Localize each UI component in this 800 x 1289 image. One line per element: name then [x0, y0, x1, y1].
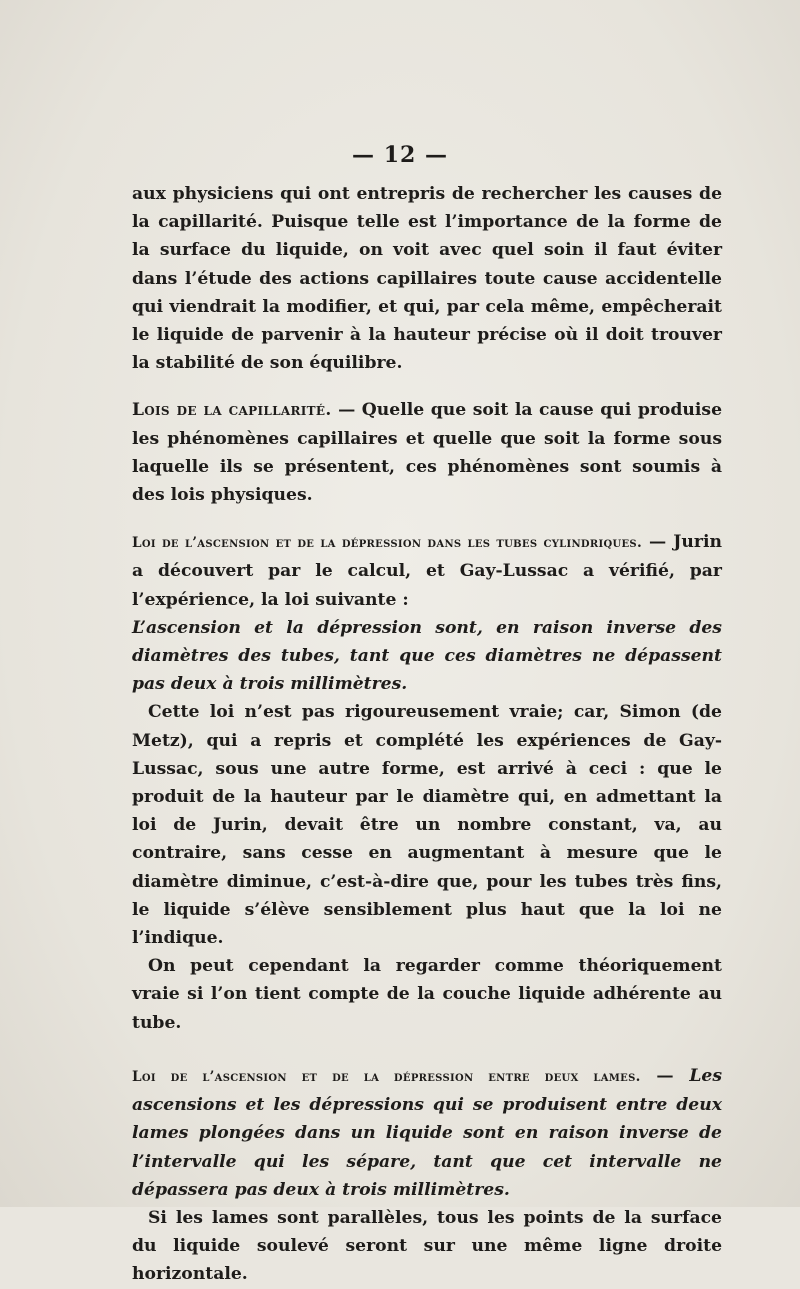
law-statement-tubes: L’ascension et la dépression sont, en raison inverse des diamètres des tubes, tant que ces diamètres ne dépassent pas deux à trois millimètres. — [132, 617, 722, 695]
section-loi-lames — [132, 1062, 722, 1204]
section-loi-tubes — [132, 528, 722, 614]
section-heading: Loi de l’ascension et de la dépression dans les tubes cylindriques. — [132, 535, 642, 552]
paragraph-adherent-layer: On peut cependant la regarder comme théoriquement vraie si l’on tient compte de la couche liquide adhérente au tube. — [132, 956, 722, 1033]
paragraph-simon-experiments: Cette loi n’est pas rigoureusement vraie; car, Simon (de Metz), qui a repris et complété les expériences de Gay-Lussac, sous une autre forme, est arrivé à ceci : que le produit de la hauteur par le diamètre qui, en admettant la loi de Jurin, devait être un nombre constant, va, au contraire, sans cesse en augmentant à mesure que le diamètre diminue, c’est-à-dire que, pour les tubes très fins, le liquide s’élève sensiblement plus haut que la loi ne l’indique. — [132, 702, 722, 949]
section-text: Jurin a découvert par le calcul, et Gay-Lussac a vérifié, par l’expérience, la loi suivante : — [132, 532, 722, 610]
page-number: — 12 — — [352, 142, 448, 168]
section-text: Quelle que soit la cause qui produise les phénomènes capillaires et quelle que soit la forme sous laquelle ils se présentent, ces phénomènes sont soumis à des lois physiques. — [132, 400, 723, 506]
paragraph-capillarity-form: aux physiciens qui ont entrepris de rechercher les causes de la capillarité. Puisque telle est l’importance de la forme de la surface du liquide, on voit avec quel soin il faut éviter dans l’étude des actions capillaires toute cause accidentelle qui viendrait la modifier, et qui, par cela même, empêcherait le liquide de parvenir à la hauteur précise où il doit trouver la stabilité de son équilibre. — [132, 184, 722, 374]
heading-dash: — — [641, 532, 674, 553]
section-heading: Loi de l’ascension et de la dépression entre deux lames. — [132, 1068, 641, 1085]
law-statement-lames: Les ascensions et les dépressions qui se produisent entre deux lames plongées dans un liquide sont en raison inverse de l’intervalle qui les sépare, tant que cet intervalle ne dépassera pas deux à trois millimètres. — [132, 1065, 723, 1200]
paragraph-parallel-plates: Si les lames sont parallèles, tous les points de la surface du liquide soulevé seront sur une même ligne droite horizontale. — [132, 1207, 722, 1285]
page-body — [132, 180, 722, 1289]
heading-dash: — — [640, 1065, 690, 1086]
section-heading: Lois de la capillarité. — [132, 400, 332, 421]
section-lois-capillarite — [132, 396, 722, 509]
heading-dash: — — [331, 400, 362, 421]
